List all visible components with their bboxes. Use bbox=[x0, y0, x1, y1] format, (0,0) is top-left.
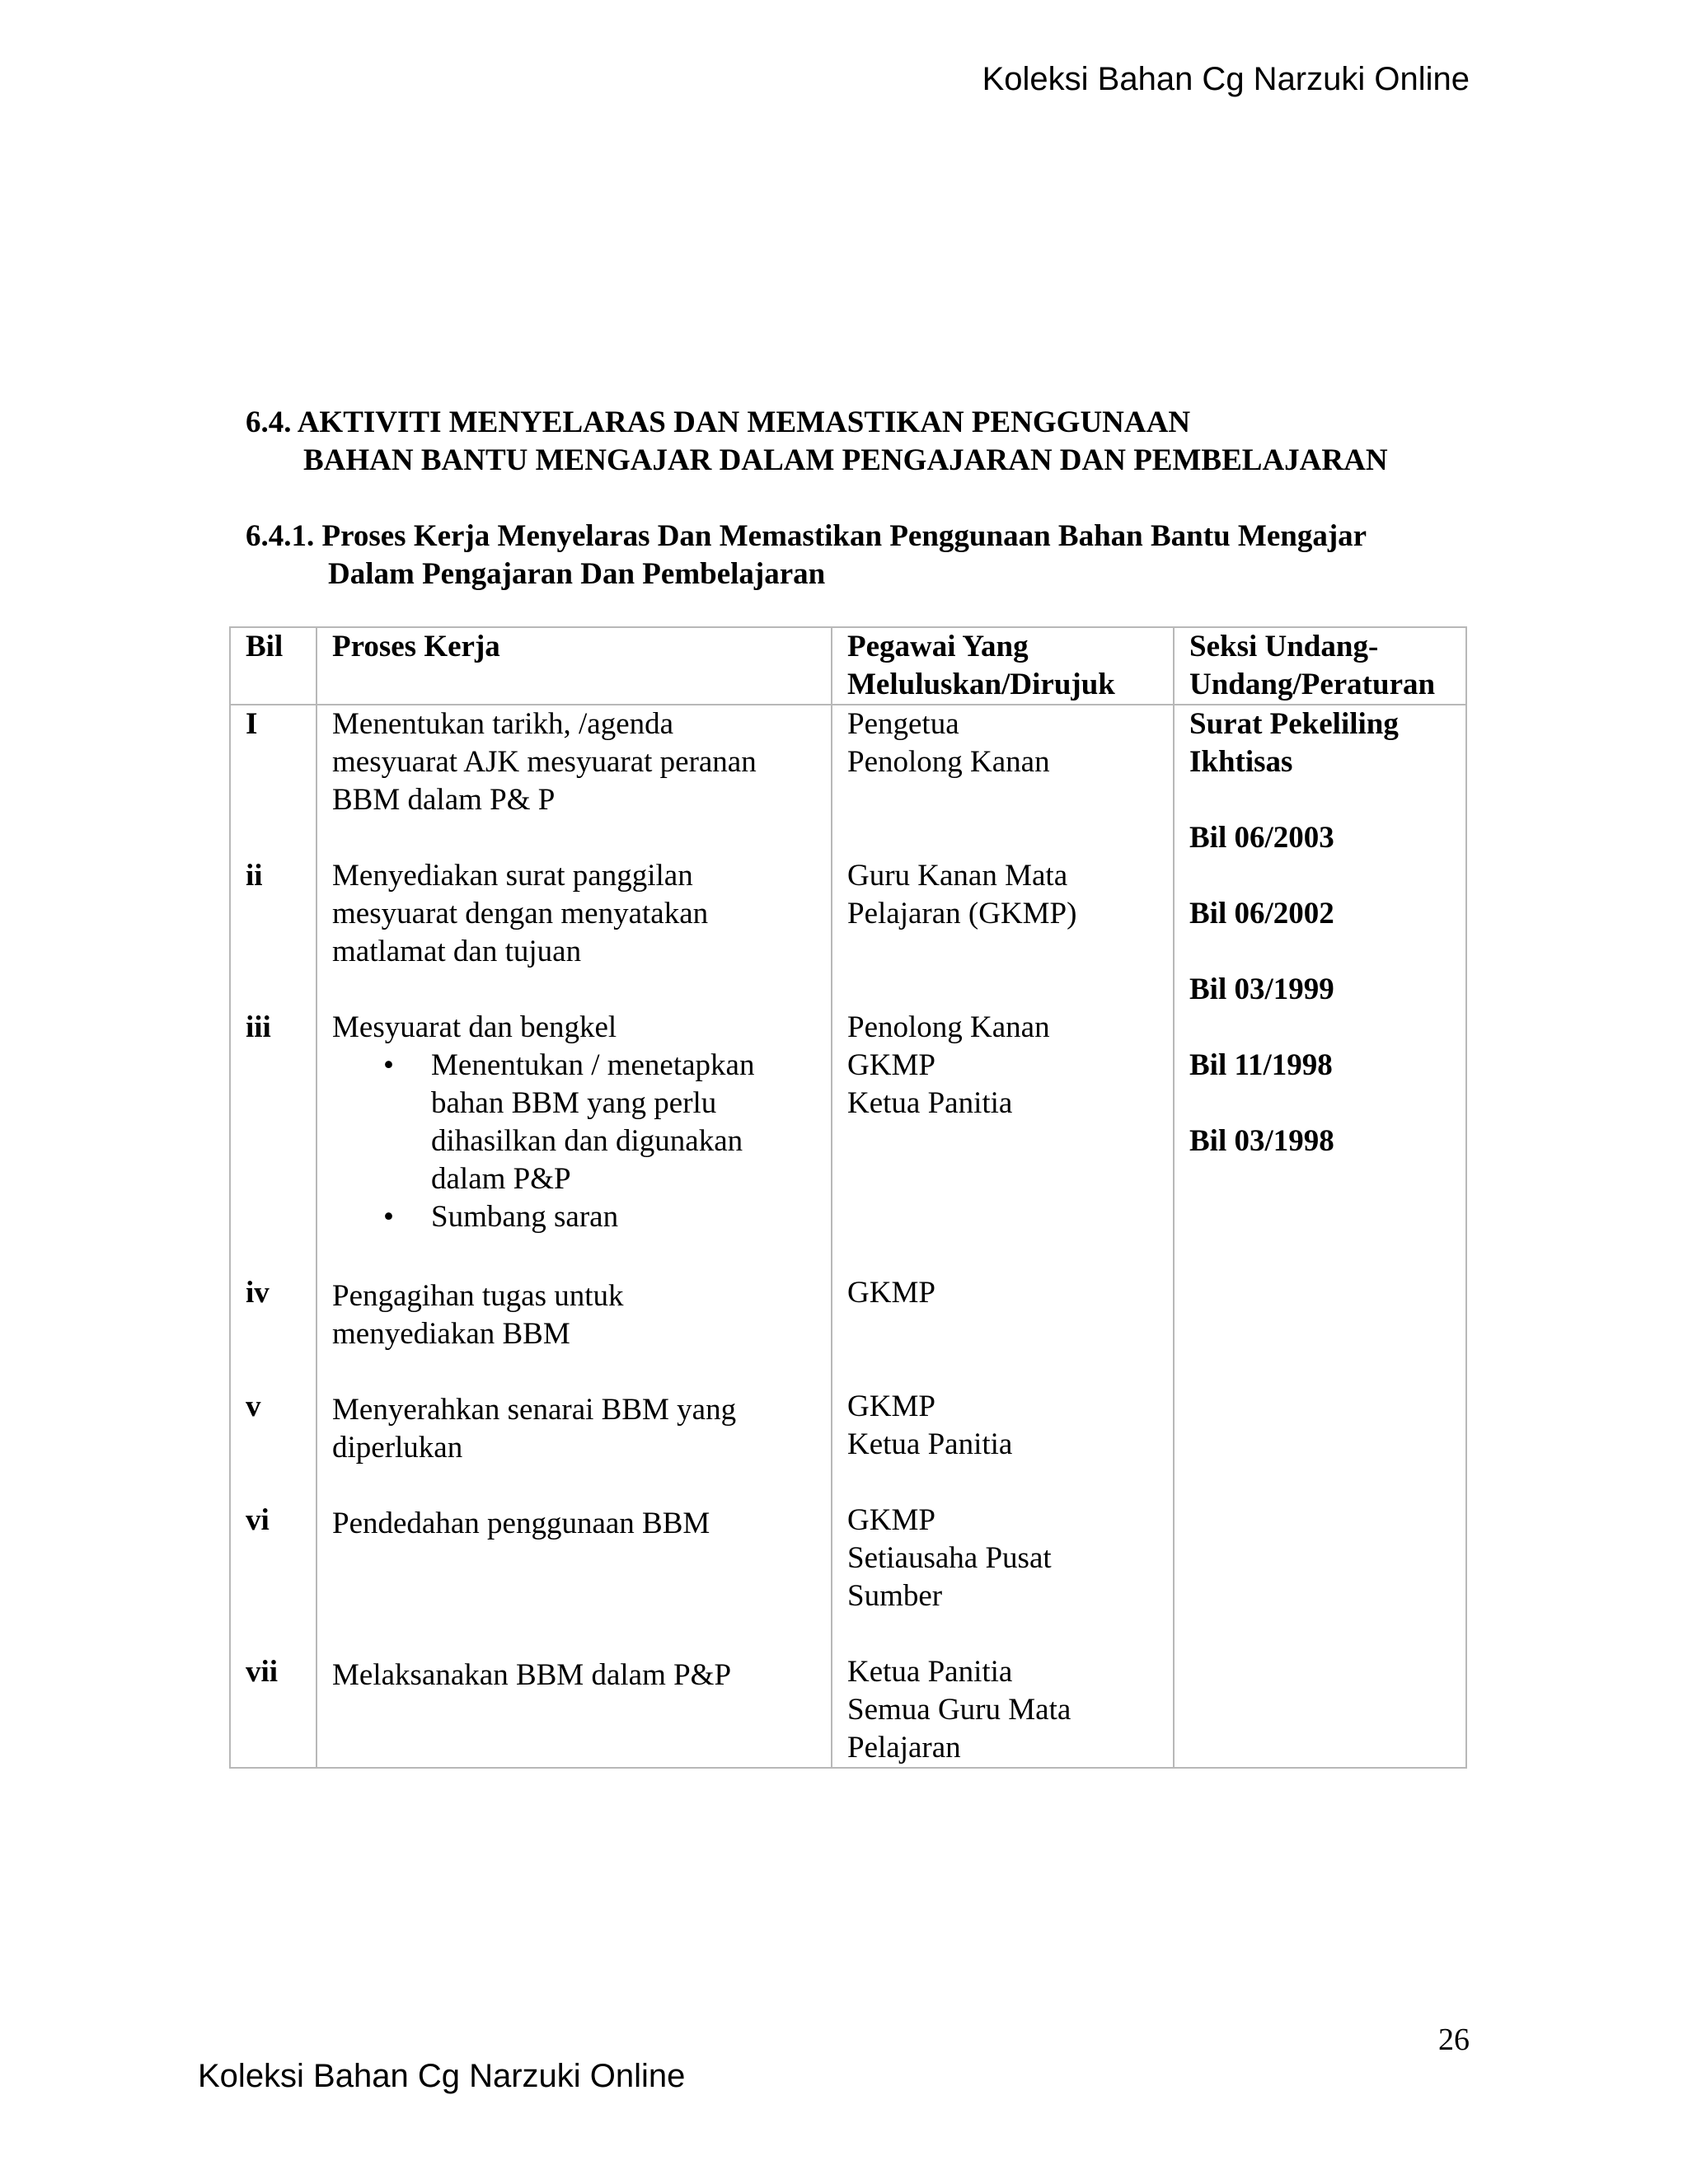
proses-kerja-column bbox=[316, 705, 832, 1768]
bullet-item bbox=[431, 1047, 821, 1198]
pegawai-line: GKMP bbox=[847, 1390, 935, 1423]
pegawai-line: Penolong Kanan bbox=[847, 745, 1050, 779]
pegawai-line: Ketua Panitia bbox=[847, 1655, 1013, 1689]
proses-cell bbox=[332, 1009, 821, 1274]
pegawai-line: Pelajaran bbox=[847, 1731, 961, 1765]
proses-cell bbox=[332, 1502, 821, 1653]
proses-line: mesyuarat AJK mesyuarat peranan bbox=[332, 745, 757, 779]
pegawai-line: GKMP bbox=[847, 1048, 935, 1082]
proses-line: matlamat dan tujuan bbox=[332, 935, 582, 968]
pegawai-line: Ketua Panitia bbox=[847, 1086, 1013, 1120]
header-seksi-line-1: Seksi Undang- bbox=[1189, 630, 1379, 663]
proses-cell bbox=[332, 705, 821, 857]
subsection-heading bbox=[246, 518, 1367, 593]
bullet-line: dalam P&P bbox=[431, 1162, 571, 1196]
seksi-column bbox=[1174, 705, 1466, 1768]
seksi-line: Bil 06/2002 bbox=[1189, 897, 1334, 930]
proses-line: Menyediakan surat panggilan bbox=[332, 859, 693, 893]
proses-cell bbox=[332, 1274, 821, 1388]
pegawai-line: Guru Kanan Mata bbox=[847, 859, 1068, 893]
bullet-line: • Sumbang saran bbox=[431, 1200, 619, 1234]
header-pegawai bbox=[832, 627, 1174, 705]
proses-line: BBM dalam P& P bbox=[332, 783, 556, 817]
bil-cell: ii bbox=[246, 859, 263, 893]
page-number: 26 bbox=[1438, 2022, 1470, 2057]
seksi-line: Surat Pekeliling bbox=[1189, 707, 1399, 741]
pegawai-line: Pelajaran (GKMP) bbox=[847, 897, 1077, 930]
bullet-list bbox=[332, 1047, 821, 1236]
header-bil: Bil bbox=[230, 627, 316, 705]
seksi-line: Bil 11/1998 bbox=[1189, 1048, 1333, 1082]
pegawai-line: Ketua Panitia bbox=[847, 1427, 1013, 1461]
pegawai-cell bbox=[847, 1274, 1163, 1388]
pegawai-cell bbox=[847, 1653, 1163, 1767]
pegawai-line: Penolong Kanan bbox=[847, 1010, 1050, 1044]
bullet-line: • Menentukan / menetapkan bbox=[431, 1048, 755, 1082]
proses-line: Pendedahan penggunaan BBM bbox=[332, 1507, 710, 1540]
pegawai-line: Pengetua bbox=[847, 707, 959, 741]
proses-line: Menyerahkan senarai BBM yang bbox=[332, 1393, 737, 1427]
proses-cell bbox=[332, 857, 821, 1009]
seksi-line: Bil 06/2003 bbox=[1189, 821, 1334, 855]
bullet-line: bahan BBM yang perlu bbox=[431, 1086, 717, 1120]
pegawai-cell bbox=[847, 1009, 1163, 1274]
proses-cell bbox=[332, 1388, 821, 1502]
footer-watermark: Koleksi Bahan Cg Narzuki Online bbox=[198, 2058, 686, 2094]
section-heading-line-2: BAHAN BANTU MENGAJAR DALAM PENGAJARAN DAN PEMBELAJARAN bbox=[303, 443, 1388, 477]
pegawai-cell bbox=[847, 1502, 1163, 1653]
proses-cell bbox=[332, 1653, 821, 1694]
bullet-line: dihasilkan dan digunakan bbox=[431, 1124, 743, 1158]
bil-cell: v bbox=[246, 1390, 261, 1423]
pegawai-cell bbox=[847, 1388, 1163, 1502]
pegawai-line: Semua Guru Mata bbox=[847, 1693, 1071, 1727]
section-heading-line-1: 6.4. AKTIVITI MENYELARAS DAN MEMASTIKAN PENGGUNAAN bbox=[246, 405, 1191, 439]
bil-cell: I bbox=[246, 707, 258, 741]
seksi-line: Bil 03/1998 bbox=[1189, 1124, 1334, 1158]
bil-cell: vi bbox=[246, 1503, 270, 1537]
header-proses-kerja: Proses Kerja bbox=[316, 627, 832, 705]
bullet-item bbox=[431, 1198, 821, 1236]
bil-cell: vii bbox=[246, 1655, 279, 1689]
proses-line: mesyuarat dengan menyatakan bbox=[332, 897, 709, 930]
pegawai-line: Setiausaha Pusat bbox=[847, 1541, 1052, 1575]
proses-line: Menentukan tarikh, /agenda bbox=[332, 707, 674, 741]
pegawai-line: GKMP bbox=[847, 1276, 935, 1310]
section-heading bbox=[246, 404, 1388, 480]
proses-line: diperlukan bbox=[332, 1431, 463, 1465]
proses-line: menyediakan BBM bbox=[332, 1317, 570, 1351]
seksi-line: Ikhtisas bbox=[1189, 745, 1293, 779]
process-table bbox=[229, 626, 1467, 1769]
pegawai-cell bbox=[847, 857, 1163, 1009]
pegawai-cell bbox=[847, 705, 1163, 857]
header-watermark: Koleksi Bahan Cg Narzuki Online bbox=[982, 61, 1470, 97]
header-seksi bbox=[1174, 627, 1466, 705]
bil-cell: iii bbox=[246, 1010, 271, 1044]
subsection-heading-line-1: 6.4.1. Proses Kerja Menyelaras Dan Memastikan Penggunaan Bahan Bantu Mengajar bbox=[246, 519, 1367, 553]
pegawai-line: GKMP bbox=[847, 1503, 935, 1537]
pegawai-column bbox=[832, 705, 1174, 1768]
seksi-line: Bil 03/1999 bbox=[1189, 972, 1334, 1006]
header-pegawai-line-1: Pegawai Yang bbox=[847, 630, 1029, 663]
table-header-row bbox=[230, 627, 1466, 705]
pegawai-line: Sumber bbox=[847, 1579, 943, 1613]
header-pegawai-line-2: Meluluskan/Dirujuk bbox=[847, 668, 1115, 701]
bil-cell: iv bbox=[246, 1276, 270, 1310]
proses-line: Melaksanakan BBM dalam P&P bbox=[332, 1658, 732, 1692]
table-row bbox=[230, 705, 1466, 1768]
subsection-heading-line-2: Dalam Pengajaran Dan Pembelajaran bbox=[328, 557, 826, 591]
proses-line: Pengagihan tugas untuk bbox=[332, 1279, 624, 1313]
proses-line: Mesyuarat dan bengkel bbox=[332, 1010, 617, 1044]
header-seksi-line-2: Undang/Peraturan bbox=[1189, 668, 1436, 701]
bil-column bbox=[230, 705, 316, 1768]
